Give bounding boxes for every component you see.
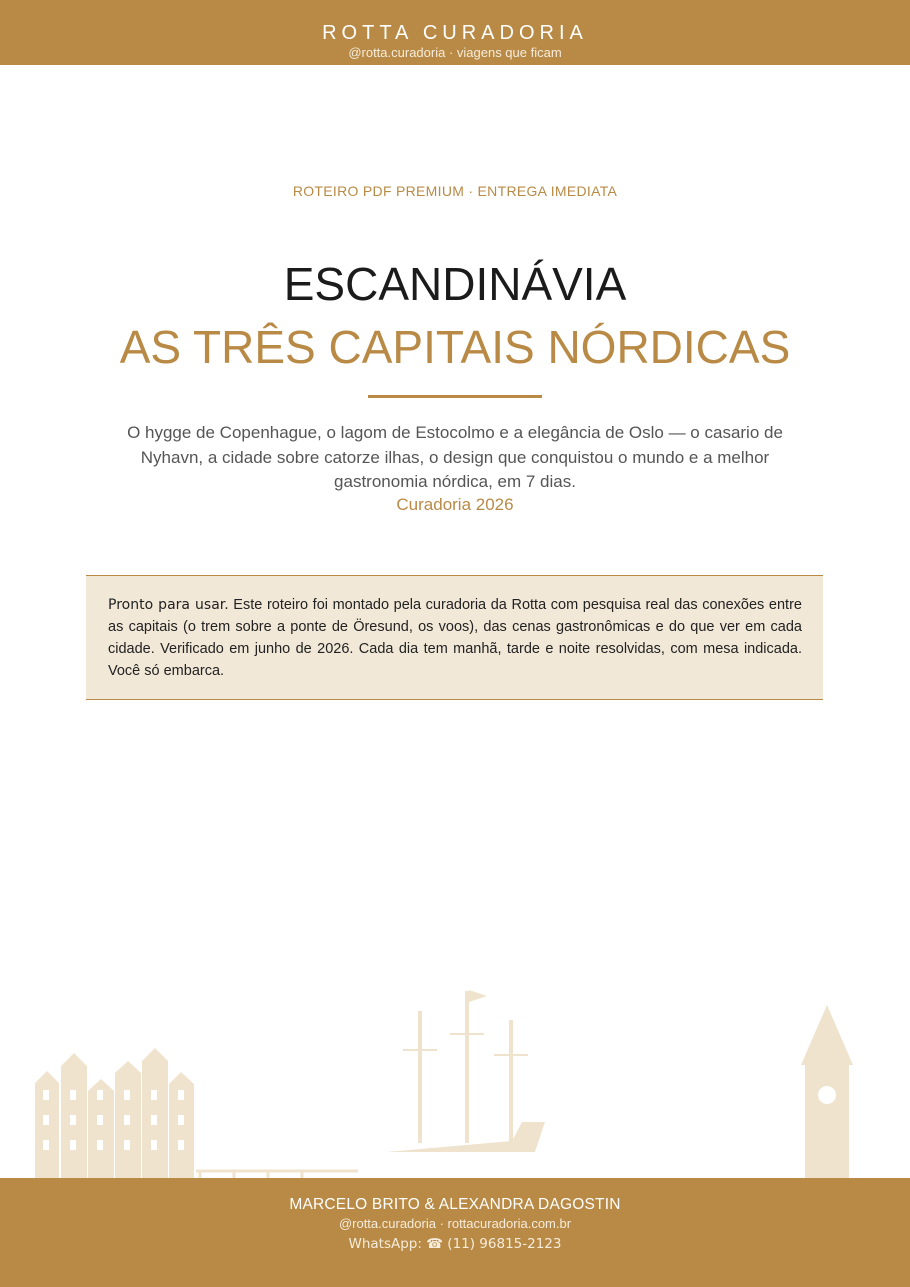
brand-handle: @rotta.curadoria · viagens que ficam (348, 45, 562, 60)
footer-contact: @rotta.curadoria · rottacuradoria.com.br (338, 1216, 572, 1231)
page-subtitle: AS TRÊS CAPITAIS NÓRDICAS (119, 321, 791, 373)
footer-authors: MARCELO BRITO & ALEXANDRA DAGOSTIN (289, 1196, 621, 1213)
footer-whatsapp: WhatsApp: ☎ (11) 96815-2123 (348, 1236, 562, 1252)
sailing-ship-icon (386, 990, 545, 1152)
nyhavn-houses-icon (35, 1048, 194, 1178)
edition-label: Curadoria 2026 (396, 495, 514, 514)
clock-tower-icon (801, 1005, 853, 1178)
info-lead: Pronto para usar. (108, 597, 229, 613)
header-band (0, 0, 910, 65)
eyebrow-label: ROTEIRO PDF PREMIUM · ENTREGA IMEDIATA (292, 183, 618, 199)
info-box (86, 575, 823, 700)
page-title: ESCANDINÁVIA (283, 258, 627, 310)
info-text (108, 594, 802, 682)
footer-band (0, 1178, 910, 1287)
lead-paragraph: O hygge de Copenhague, o lagom de Estocolmo e a elegância de Oslo — o casario de Nyhavn, a cidade sobre catorze ilhas, o design que conquistou o mundo e a melhor gastronomia nórdica, em 7 dias. (127, 423, 783, 491)
brand-name: ROTTA CURADORIA (322, 22, 588, 44)
skyline-illustration (0, 975, 910, 1185)
info-body: Este roteiro foi montado pela curadoria da Rotta com pesquisa real das conexões entre as capitais (o trem sobre a ponte de Öresund, os voos), das cenas gastronômicas e do que ver em cada cidade. Verificado em junho de 2026. Cada dia tem manhã, tarde e noite resolvidas, com mesa indicada. Você só embarca. (108, 597, 802, 679)
title-divider (368, 395, 542, 398)
